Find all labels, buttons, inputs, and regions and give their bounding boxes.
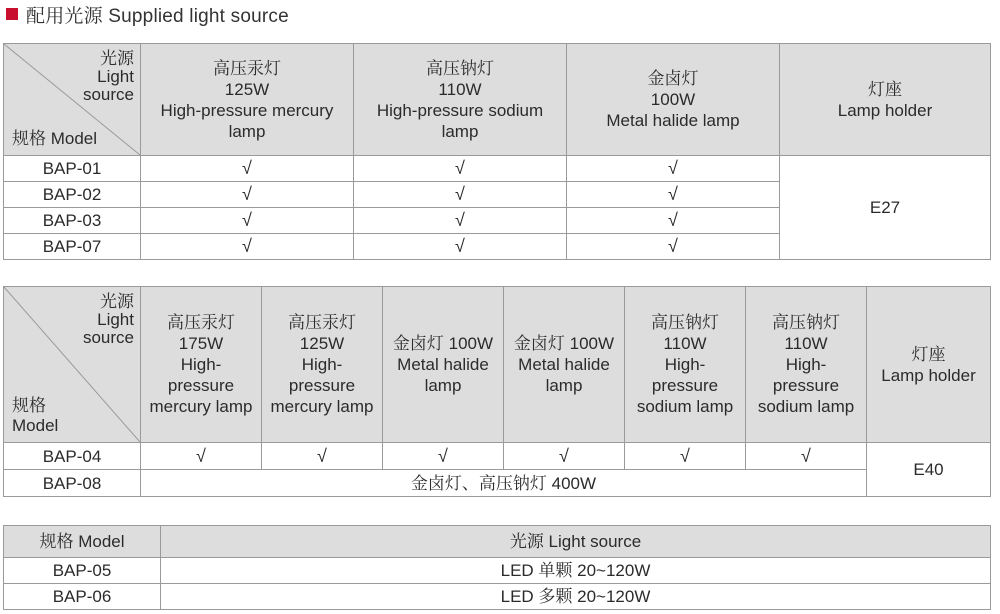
light-source-cell: LED 单颗 20~120W	[161, 558, 991, 584]
header-mercury-125w: 高压汞灯 125W High-pressure mercury lamp	[141, 44, 354, 156]
table-row	[4, 584, 991, 610]
check-mark: √	[625, 443, 746, 470]
header-metal-halide-100w: 金卤灯 100W Metal halide lamp	[383, 287, 504, 443]
check-mark: √	[383, 443, 504, 470]
check-mark: √	[504, 443, 625, 470]
model-cell: BAP-04	[4, 443, 141, 470]
corner-header-cell	[4, 287, 141, 443]
check-mark: √	[354, 208, 567, 234]
table-row	[4, 156, 991, 182]
model-cell: BAP-01	[4, 156, 141, 182]
header-lamp-holder: 灯座 Lamp holder	[867, 287, 991, 443]
check-mark: √	[354, 156, 567, 182]
header-mercury-175w: 高压汞灯 175W High- pressure mercury lamp	[141, 287, 262, 443]
supplied-light-source-table-2	[3, 286, 991, 497]
check-mark: √	[141, 234, 354, 260]
check-mark: √	[354, 182, 567, 208]
header-sodium-110w: 高压钠灯 110W High- pressure sodium lamp	[625, 287, 746, 443]
model-cell: BAP-07	[4, 234, 141, 260]
header-sodium-110w: 高压钠灯 110W High-pressure sodium lamp	[354, 44, 567, 156]
section-title	[6, 3, 289, 25]
header-metal-halide-100w: 金卤灯 100W Metal halide lamp	[504, 287, 625, 443]
check-mark: √	[567, 156, 780, 182]
header-metal-halide-100w: 金卤灯 100W Metal halide lamp	[567, 44, 780, 156]
check-mark: √	[354, 234, 567, 260]
corner-model-label: 规格 Model	[12, 396, 59, 435]
header-sodium-110w: 高压钠灯 110W High- pressure sodium lamp	[746, 287, 867, 443]
corner-light-source-label: 光源 Light source	[82, 49, 134, 104]
table-row	[4, 470, 991, 497]
supplied-light-source-table-1	[3, 43, 991, 260]
check-mark: √	[141, 156, 354, 182]
check-mark: √	[141, 182, 354, 208]
model-cell: BAP-02	[4, 182, 141, 208]
red-square-bullet-icon	[6, 8, 18, 20]
corner-light-source-label: 光源 Light source	[82, 292, 134, 347]
header-lamp-holder: 灯座 Lamp holder	[780, 44, 991, 156]
table-row	[4, 443, 991, 470]
check-mark: √	[262, 443, 383, 470]
corner-header-cell	[4, 44, 141, 156]
model-cell: BAP-03	[4, 208, 141, 234]
lamp-holder-value: E27	[780, 156, 991, 260]
merged-source-cell: 金卤灯、高压钠灯 400W	[141, 470, 867, 497]
header-mercury-125w: 高压汞灯 125W High- pressure mercury lamp	[262, 287, 383, 443]
model-cell: BAP-08	[4, 470, 141, 497]
check-mark: √	[141, 443, 262, 470]
model-cell: BAP-05	[4, 558, 161, 584]
check-mark: √	[567, 182, 780, 208]
header-model: 规格 Model	[4, 526, 161, 558]
table-row	[4, 558, 991, 584]
check-mark: √	[567, 208, 780, 234]
model-cell: BAP-06	[4, 584, 161, 610]
lamp-holder-value: E40	[867, 443, 991, 497]
check-mark: √	[746, 443, 867, 470]
header-light-source: 光源 Light source	[161, 526, 991, 558]
check-mark: √	[141, 208, 354, 234]
supplied-light-source-table-3	[3, 525, 991, 610]
corner-model-label: 规格 Model	[12, 129, 98, 148]
light-source-cell: LED 多颗 20~120W	[161, 584, 991, 610]
section-title-text: 配用光源 Supplied light source	[26, 5, 289, 27]
check-mark: √	[567, 234, 780, 260]
